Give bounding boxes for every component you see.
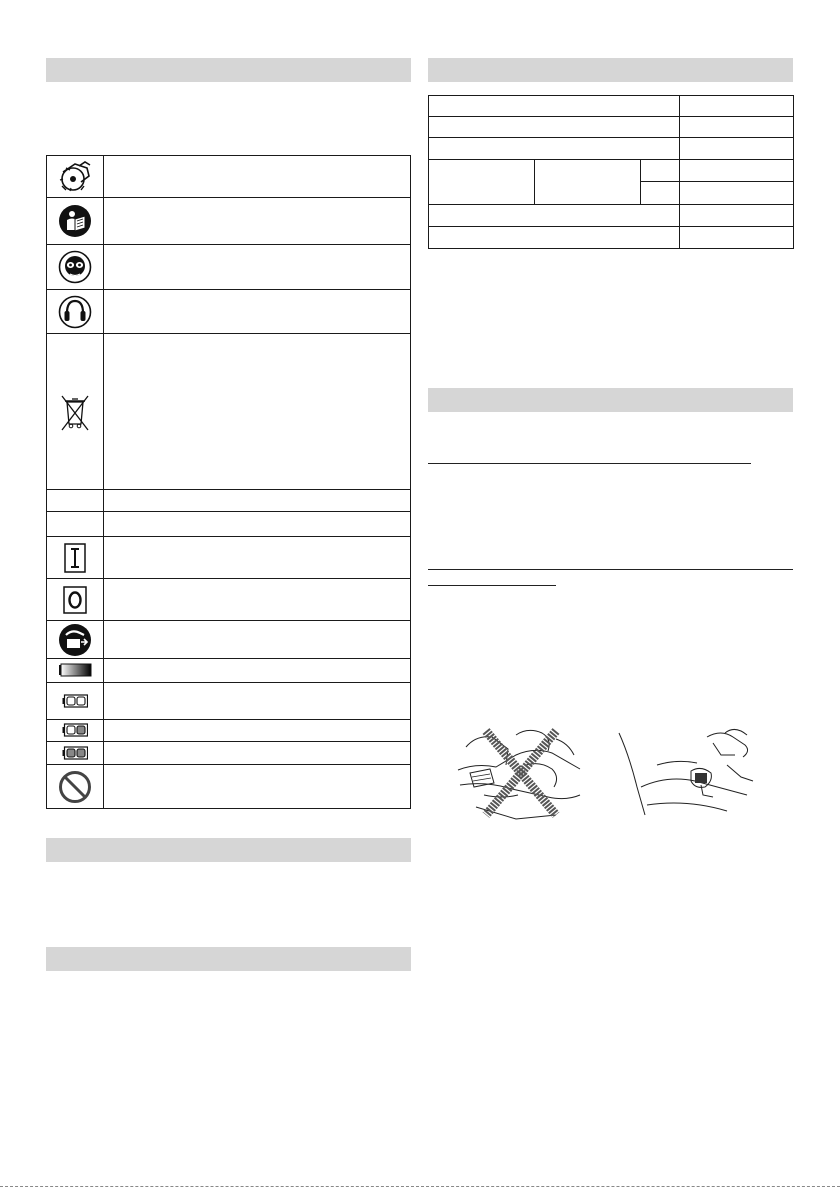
symbol-label <box>104 512 411 537</box>
spec-value <box>680 182 794 205</box>
symbol-label <box>104 537 411 579</box>
ear-protection-icon <box>58 295 92 329</box>
symbol-label <box>104 245 411 290</box>
symbol-table <box>46 155 411 809</box>
spec-row <box>429 96 794 117</box>
spec-label <box>429 117 680 138</box>
symbol-icon-cell <box>47 765 104 809</box>
symbol-icon-cell <box>47 720 104 742</box>
symbol-icon-cell <box>47 742 104 765</box>
section-bar-left-2 <box>46 838 411 862</box>
page-edge-rule <box>0 1186 840 1187</box>
battery-gradient-icon <box>58 663 92 677</box>
read-manual-icon <box>58 204 92 238</box>
prohibition-icon <box>58 770 92 804</box>
symbol-label <box>104 621 411 659</box>
spec-value <box>680 138 794 160</box>
symbol-label <box>104 765 411 809</box>
battery-level-full-icon <box>62 746 88 760</box>
symbol-row <box>47 683 411 720</box>
symbol-row <box>47 765 411 809</box>
symbol-row <box>47 742 411 765</box>
symbol-label <box>104 659 411 683</box>
symbol-label <box>104 742 411 765</box>
spec-sublabel <box>535 160 641 205</box>
spec-label <box>429 96 680 117</box>
spec-label <box>429 138 680 160</box>
symbol-row <box>47 659 411 683</box>
underline-rule <box>428 463 751 464</box>
symbol-label <box>104 579 411 621</box>
symbol-label <box>104 683 411 720</box>
symbol-row <box>47 245 411 290</box>
section-bar-right-1 <box>428 58 793 82</box>
symbol-icon-cell <box>47 512 104 537</box>
symbol-row <box>47 720 411 742</box>
symbol-icon-cell <box>47 156 104 198</box>
remove-battery-icon <box>58 623 92 657</box>
spec-value <box>680 160 794 182</box>
spec-row <box>429 138 794 160</box>
switch-off-icon <box>63 586 87 614</box>
symbol-icon-cell <box>47 290 104 334</box>
symbol-icon-cell <box>47 579 104 621</box>
symbol-icon-cell <box>47 621 104 659</box>
symbol-label <box>104 290 411 334</box>
spec-row <box>429 160 794 182</box>
symbol-icon-cell <box>47 490 104 512</box>
correct-usage-illustration <box>617 725 757 825</box>
mount-bracket <box>695 773 707 783</box>
spec-value <box>680 227 794 249</box>
eye-protection-icon <box>58 250 92 284</box>
spec-row <box>429 205 794 227</box>
spec-label <box>429 227 680 249</box>
battery-level-empty-icon <box>62 694 88 708</box>
symbol-label <box>104 720 411 742</box>
symbol-row <box>47 156 411 198</box>
spec-label <box>429 205 680 227</box>
switch-on-icon <box>64 543 86 573</box>
symbol-row <box>47 490 411 512</box>
symbol-row <box>47 290 411 334</box>
circular-saw-icon <box>57 160 93 194</box>
crossed-bin-icon <box>58 392 92 432</box>
symbol-label <box>104 490 411 512</box>
cross-mark <box>486 731 556 815</box>
symbol-row <box>47 621 411 659</box>
symbol-icon-cell <box>47 198 104 245</box>
symbol-row <box>47 334 411 490</box>
spec-row <box>429 227 794 249</box>
specification-table <box>428 95 794 249</box>
symbol-label <box>104 156 411 198</box>
symbol-row <box>47 579 411 621</box>
incorrect-usage-illustration <box>456 725 584 825</box>
battery-level-half-icon <box>62 723 88 737</box>
symbol-row <box>47 198 411 245</box>
underline-rule <box>428 569 793 570</box>
symbol-icon-cell <box>47 334 104 490</box>
symbol-row <box>47 537 411 579</box>
symbol-label <box>104 334 411 490</box>
section-bar-right-2 <box>428 388 793 412</box>
underline-rule <box>428 585 556 586</box>
section-bar-left-1 <box>46 58 411 82</box>
symbol-icon-cell <box>47 659 104 683</box>
spec-value <box>680 96 794 117</box>
symbol-label <box>104 198 411 245</box>
symbol-icon-cell <box>47 245 104 290</box>
spec-label <box>429 160 535 205</box>
spec-unit <box>641 182 680 205</box>
symbol-icon-cell <box>47 683 104 720</box>
symbol-row <box>47 512 411 537</box>
spec-value <box>680 205 794 227</box>
symbol-icon-cell <box>47 537 104 579</box>
spec-value <box>680 117 794 138</box>
spec-row <box>429 117 794 138</box>
spec-unit <box>641 160 680 182</box>
section-bar-left-3 <box>46 947 411 971</box>
